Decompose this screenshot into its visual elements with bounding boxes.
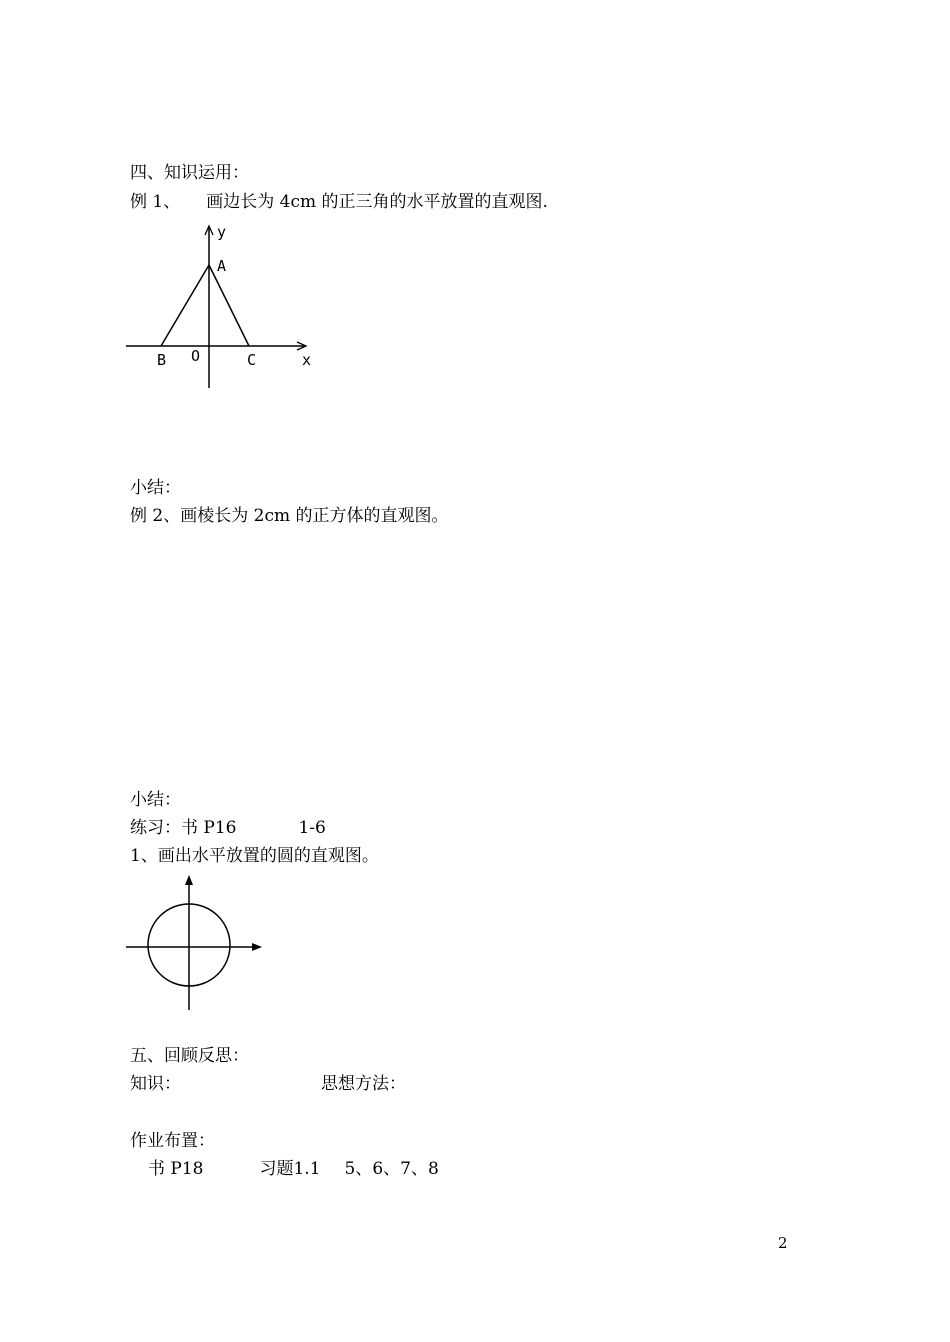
homework-heading: 作业布置：	[130, 1131, 215, 1151]
practice-range: 1-6	[298, 818, 326, 838]
homework-exercise: 习题1.1	[259, 1159, 321, 1179]
exercise1: 1、画出水平放置的圆的直观图。	[130, 846, 379, 866]
example1-text: 画边长为 4cm 的正三角的水平放置的直观图.	[206, 192, 548, 212]
summary2: 小结：	[130, 790, 181, 810]
section5-heading: 五、回顾反思：	[130, 1046, 249, 1066]
review-knowledge: 知识：	[130, 1074, 181, 1094]
summary1: 小结：	[130, 478, 181, 498]
example1-label: 例 1、	[130, 192, 181, 212]
label-c: C	[247, 351, 257, 369]
side-ab	[161, 265, 209, 346]
practice-line	[130, 817, 326, 839]
practice-label: 练习：书 P16	[130, 818, 237, 838]
homework-items: 5、6、7、8	[344, 1159, 439, 1179]
page-number: 2	[778, 1234, 788, 1252]
example1-line	[130, 191, 548, 213]
horizontal-axis-arrow	[252, 943, 262, 951]
label-x: x	[302, 351, 312, 369]
review-line	[130, 1073, 406, 1095]
example2: 例 2、画棱长为 2cm 的正方体的直观图。	[130, 506, 449, 526]
section4-heading: 四、知识运用：	[130, 163, 249, 183]
label-b: B	[157, 351, 167, 369]
figure1-triangle-diagram	[120, 220, 320, 395]
label-o: O	[191, 347, 201, 365]
side-ac	[209, 265, 249, 346]
label-y: y	[217, 223, 227, 241]
homework-book: 书 P18	[148, 1159, 204, 1179]
homework-line	[148, 1158, 439, 1180]
review-methods: 思想方法：	[321, 1074, 406, 1094]
figure2-circle-diagram	[120, 870, 270, 1015]
label-a: A	[217, 257, 227, 275]
vertical-axis-arrow	[185, 875, 193, 885]
